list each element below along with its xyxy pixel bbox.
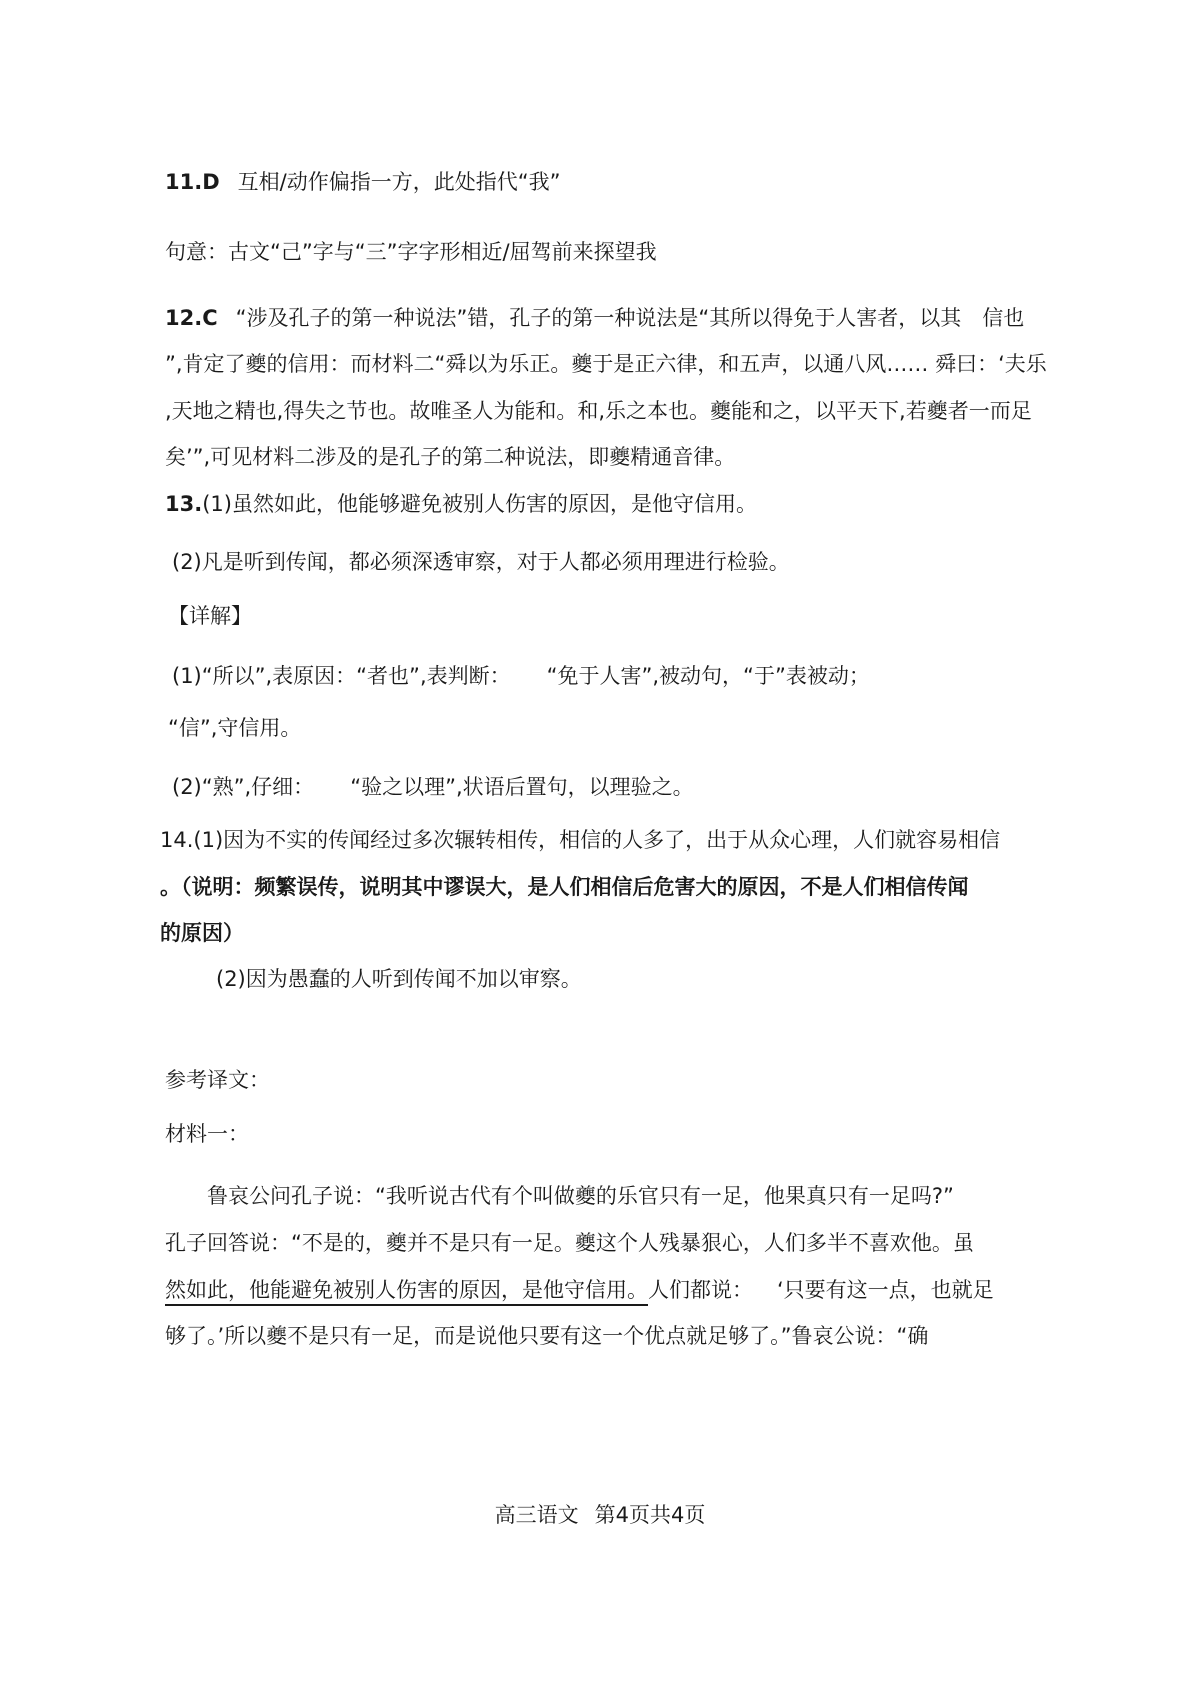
q13-detail-1c: “信”,守信用。: [168, 716, 302, 740]
q13-detail-2a: (2)“熟”,仔细：: [172, 775, 315, 799]
q12-text-1: “涉及孔子的第一种说法”错，孔子的第一种说法是“其所以得免于人害者，以其 信也: [235, 306, 1025, 330]
q14-line-4: (2)因为愚蠢的人听到传闻不加以审察。: [216, 967, 582, 991]
q12-line-1: [165, 303, 1024, 333]
q13-detail-2: [172, 772, 694, 802]
question-number: 12.C: [165, 306, 218, 330]
q14-line-2: [160, 872, 969, 902]
translation-heading: 参考译文：: [165, 1068, 270, 1092]
translation-para-3-rest-a: 人们都说：: [648, 1278, 753, 1302]
q14-period: 。: [160, 875, 181, 899]
question-number: 13.: [165, 492, 203, 516]
q13-detail-1b: “免于人害”,被动句，“于”表被动；: [546, 664, 870, 688]
question-number: 11.D: [165, 170, 220, 194]
translation-para-1: 鲁哀公问孔子说：“我听说古代有个叫做夔的乐官只有一足，他果真只有一足吗?”: [207, 1184, 954, 1208]
translation-para-2: 孔子回答说：“不是的，夔并不是只有一足。夔这个人残暴狠心，人们多半不喜欢他。虽: [165, 1231, 974, 1255]
footer-page-number: 第4页共4页: [594, 1503, 706, 1527]
q12-line-2: ”,肯定了夔的信用：而材料二“舜以为乐正。夔于是正六律，和五声，以通八风…… 舜曰：‘夫乐: [165, 352, 1047, 376]
footer-subject: 高三语文: [494, 1503, 579, 1527]
translation-para-3-rest-b: ‘只要有这一点，也就足: [777, 1278, 994, 1302]
q13-detail-1a: (1)“所以”,表原因：“者也”,表判断：: [172, 664, 511, 688]
q12-line-3: ,天地之精也,得失之节也。故唯圣人为能和。和,乐之本也。夔能和之，以平天下,若夔者一而足: [165, 399, 1032, 423]
q14-note: （说明：频繁误传，说明其中谬误大，是人们相信后危害大的原因，不是人们相信传闻: [181, 875, 969, 899]
q13-answer-1: [165, 489, 757, 519]
q13-detail-1: [172, 661, 870, 691]
q13-answer-2: (2)凡是听到传闻，都必须深透审察，对于人都必须用理进行检验。: [172, 550, 790, 574]
detail-heading: 【详解】: [168, 604, 252, 628]
q14-line-3: 的原因）: [160, 921, 244, 945]
q11-answer-text: 互相/动作偏指一方，此处指代“我”: [237, 170, 561, 194]
q14-line-1: 14.(1)因为不实的传闻经过多次辗转相传，相信的人多了，出于从众心理，人们就容易相信: [160, 828, 1001, 852]
q11-answer-line: [165, 167, 560, 197]
translation-para-4: 够了。’所以夔不是只有一足，而是说他只要有这一个优点就足够了。”鲁哀公说：“确: [165, 1324, 929, 1348]
q13-answer-1-text: (1)虽然如此，他能够避免被别人伤害的原因，是他守信用。: [202, 492, 757, 516]
material-label: 材料一：: [165, 1122, 249, 1146]
translation-para-3: [165, 1275, 994, 1305]
q12-line-4: 矣’”,可见材料二涉及的是孔子的第二种说法，即夔精通音律。: [165, 445, 736, 469]
q11-meaning: 句意：古文“己”字与“三”字字形相近/屈驾前来探望我: [165, 240, 657, 264]
page-footer: [0, 1500, 1200, 1530]
q13-detail-2b: “验之以理”,状语后置句，以理验之。: [350, 775, 694, 799]
underlined-sentence: 然如此，他能避免被别人伤害的原因，是他守信用。: [165, 1278, 648, 1306]
